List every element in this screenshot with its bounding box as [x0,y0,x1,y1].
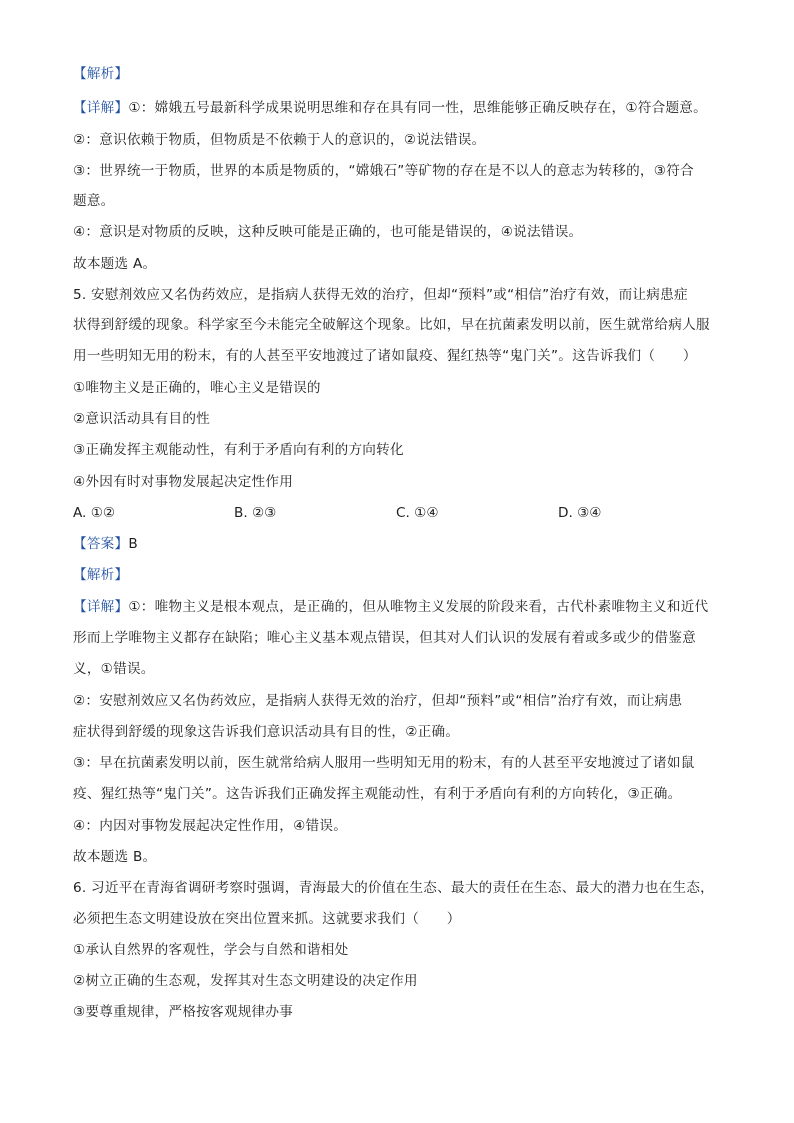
analysis-line: 疫、猩红热等“鬼门关”。这告诉我们正确发挥主观能动性，有利于矛盾向有利的方向转化，③正确。 [73,786,682,802]
question-stem: 状得到舒缓的现象。科学家至今未能完全破解这个现象。比如，早在抗菌素发明以前，医生就常给病人服 [73,317,710,333]
question-stem: 5. 安慰剂效应又名伪药效应，是指病人获得无效的治疗，但却“预料”或“相信”治疗有效，而让病患症 [73,287,688,303]
analysis-conclusion: 故本题选 B。 [73,849,157,865]
analysis-header: 【解析】 [73,567,129,583]
analysis-line: ③：世界统一于物质，世界的本质是物质的，“嫦娥石”等矿物的存在是不以人的意志为转移的，③符合 [73,163,694,179]
option-c: C. ①④ [396,505,439,521]
analysis-line: 形而上学唯物主义都存在缺陷；唯心主义基本观点错误，但其对人们认识的发展有着或多或少的借鉴意 [73,630,696,646]
analysis-line: 症状得到舒缓的现象这告诉我们意识活动具有目的性，②正确。 [73,724,460,740]
analysis-line: 题意。 [73,193,115,209]
analysis-line: 【详解】①：唯物主义是根本观点，是正确的，但从唯物主义发展的阶段来看，古代朴素唯物主义和近代 [73,599,709,615]
analysis-line: ④：意识是对物质的反映，这种反映可能是正确的，也可能是错误的，④说法错误。 [73,224,583,240]
analysis-line: ②：意识依赖于物质，但物质是不依赖于人的意识的，②说法错误。 [73,132,486,148]
analysis-line: 【详解】①：嫦娥五号最新科学成果说明思维和存在具有同一性，思维能够正确反映存在，①符合题意。 [73,100,707,116]
question-stem: 用一些明知无用的粉末，有的人甚至平安地渡过了诸如鼠疫、猩红热等“鬼门关”。这告诉我们（ ） [73,348,697,364]
statement-3: ③正确发挥主观能动性，有利于矛盾向有利的方向转化 [73,442,404,458]
option-d: D. ③④ [558,505,602,521]
question-stem: 必须把生态文明建设放在突出位置来抓。这就要求我们（ ） [73,911,461,927]
analysis-line: ②：安慰剂效应又名伪药效应，是指病人获得无效的治疗，但却“预料”或“相信”治疗有效，而让病患 [73,693,683,709]
statement-2: ②树立正确的生态观，发挥其对生态文明建设的决定作用 [73,973,418,989]
option-b: B. ②③ [234,505,277,521]
statement-4: ④外因有时对事物发展起决定性作用 [73,474,294,490]
answer-value: B [128,536,138,552]
question-stem: 6. 习近平在青海省调研考察时强调，青海最大的价值在生态、最大的责任在生态、最大的潜力也在生态， [73,880,715,896]
analysis-header: 【解析】 [73,66,129,82]
statement-2: ②意识活动具有目的性 [73,411,211,427]
statement-3: ③要尊重规律，严格按客观规律办事 [73,1004,294,1020]
statement-1: ①承认自然界的客观性，学会与自然和谐相处 [73,942,349,958]
analysis-line: 义，①错误。 [73,661,155,677]
answer-line: 【答案】B [73,536,138,552]
analysis-line: ③：早在抗菌素发明以前，医生就常给病人服用一些明知无用的粉末，有的人甚至平安地渡过了诸如鼠 [73,755,695,771]
analysis-line: ④：内因对事物发展起决定性作用，④错误。 [73,818,348,834]
statement-1: ①唯物主义是正确的，唯心主义是错误的 [73,380,321,396]
option-a: A. ①② [73,505,116,521]
analysis-conclusion: 故本题选 A。 [73,256,157,272]
